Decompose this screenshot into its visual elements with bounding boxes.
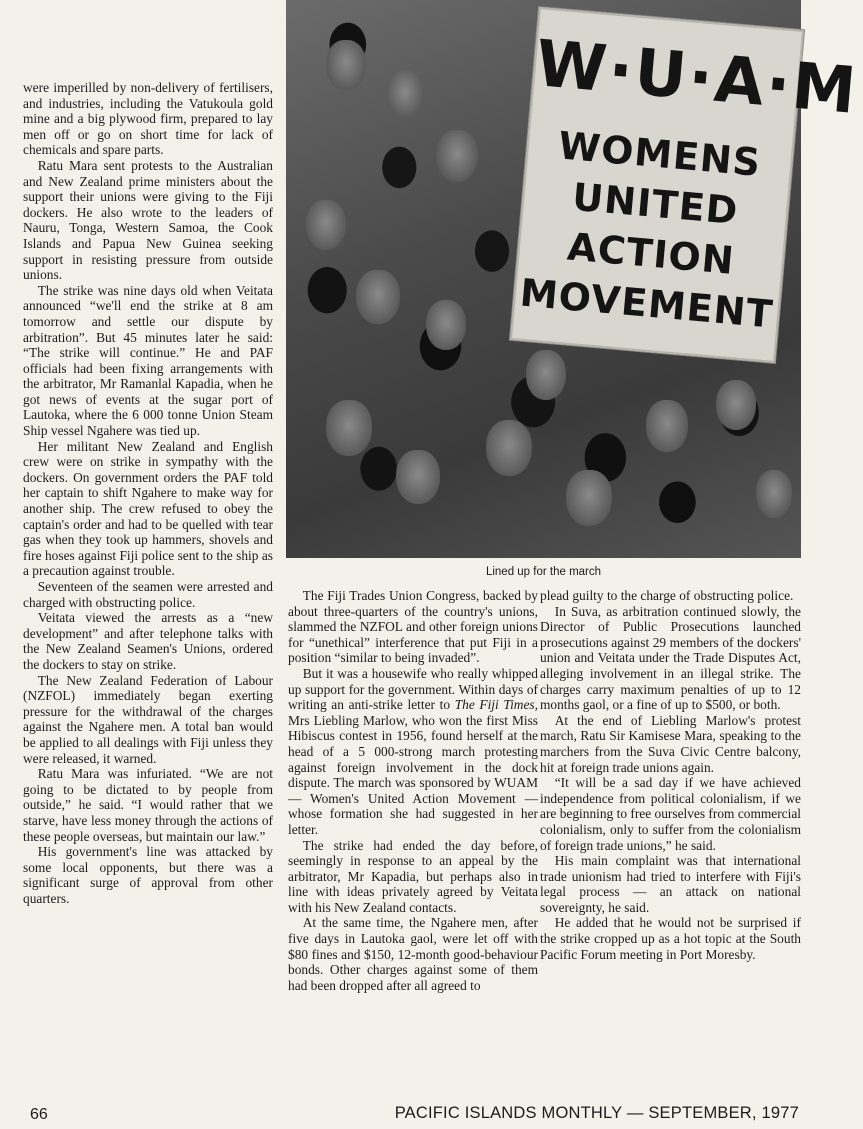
crowd-face (396, 450, 440, 504)
crowd-face (326, 400, 372, 456)
paragraph: In Suva, as arbitration continued slowly, the Director of Public Prosecutions launched prosecutions against 29 members of the dockers' union and Veitata under the Trade Disputes Act, alleging involvement in an illegal strike. The charges carry maximum penalties of up to 12 months gaol, or a fine of up to $500, or both. (540, 603, 801, 713)
crowd-face (756, 470, 792, 518)
crowd-face (566, 470, 612, 526)
publication-title: PACIFIC ISLANDS MONTHLY — SEPTEMBER, 1977 (394, 1104, 799, 1122)
paragraph: His main complaint was that international trade unionism had tried to interfere with Fiji's legal process — an attack on national sovereignty, he said. (540, 853, 801, 915)
crowd-face (356, 270, 400, 324)
paragraph: Ratu Mara sent protests to the Australian and New Zealand prime ministers about the support their unions were giving to the Fiji dockers. He also wrote to the leaders of Nauru, Tonga, Western Samoa, the Cook Islands and Papua New Guinea seeking support in resisting pressure from outside unions. (23, 157, 273, 283)
article-column-2 (288, 588, 538, 993)
crowd-face (716, 380, 756, 430)
paragraph: At the same time, the Ngahere men, after five days in Lautoka gaol, were let off with $80 fines and $150, 12-month good-behaviour bonds. Other charges against some of them had been dropped after all agreed to (288, 915, 538, 993)
crowd-face (436, 130, 478, 182)
paragraph: were imperilled by non-delivery of fertilisers, and industries, including the Vatukoula gold mine and a big plywood firm, prepared to lay men off or go on short time for lack of chemicals and spare parts. (23, 80, 273, 158)
wuam-banner (510, 7, 861, 363)
crowd-face (526, 350, 566, 400)
crowd-face (306, 200, 346, 250)
paragraph: Her militant New Zealand and English crew were on strike in sympathy with the dockers. On government orders the PAF told her captain to shift Ngahere to make way for another ship. The crew refused to obey the captain's order and had to be quelled with tear gas when they took up hammers, shovels and fire hoses against Fiji police sent to the ship as a precaution against trouble. (23, 438, 273, 579)
banner-line: MOVEMENT (518, 270, 776, 337)
paragraph: Ratu Mara was infuriated. “We are not going to be dictated to by people from outside,” he said. “I would rather that we starve, have less money through the actions of these people overseas, but maintain our law.” (23, 766, 273, 844)
banner-line: W·U·A·M (532, 27, 861, 129)
paragraph: Seventeen of the seamen were arrested and charged with obstructing police. (23, 579, 273, 610)
paragraph: Veitata viewed the arrests as a “new development” and after telephone talks with the New Zealand Seamen's Unions, ordered the dockers to stay on strike. (23, 610, 273, 672)
paragraph: “It will be a sad day if we have achieved independence from political colonialism, if we are beginning to free ourselves from commercial colonialism, only to suffer from the colonialism of foreign trade unions,” he said. (540, 775, 802, 853)
banner-line: ACTION (565, 224, 737, 283)
paragraph-text: But it was a housewife who really whipped up support for the government. Within days of writing an anti-strike letter to (288, 665, 538, 713)
page-footer (0, 1106, 801, 1129)
paragraph: The New Zealand Federation of Labour (NZFOL) immediately began exerting pressure for the withdrawal of the charges against the Ngahere men. A total ban would be applied to all dealings with Fiji unless they were released, it warned. (23, 672, 273, 766)
paragraph-text: Mrs Liebling Marlow, who won the first Miss Hibiscus contest in 1956, found herself at the head of a 5 000-strong march protesting against foreign involvement in the dock dispute. The march was sponsored by WUAM — Women's United Action Movement — whose formation she had suggested in her letter. (288, 712, 538, 837)
crowd-face (386, 70, 424, 118)
paragraph: The strike had ended the day before, seemingly in response to an appeal by the arbitrator, Mr Kapadia, but perhaps also in line with ideas privately agreed by Veitata with his New Zealand contacts. (288, 837, 538, 915)
paragraph: His government's line was attacked by some local opponents, but there was a significant surge of approval from other quarters. (23, 844, 273, 906)
paragraph: The Fiji Trades Union Congress, backed by about three-quarters of the country's unions, slammed the NZFOL and other foreign unions for “unethical” interference that put Fiji in a position “similar to being invaded”. (288, 588, 538, 666)
article-column-3 (540, 588, 801, 962)
article-column-1 (23, 80, 273, 906)
banner-line: WOMENS (556, 123, 763, 185)
banner-line: UNITED (570, 174, 741, 234)
crowd-face (426, 300, 466, 350)
paragraph: At the end of Liebling Marlow's protest march, Ratu Sir Kamisese Mara, speaking to the marchers from the Suva Civic Centre balcony, hit at foreign trade unions again. (540, 712, 801, 775)
crowd-face (326, 40, 366, 90)
newspaper-title: The Fiji Times, (454, 697, 538, 713)
paragraph: The strike was nine days old when Veitata announced “we'll end the strike at 8 am tomorrow and settle our dispute by arbitration”. But 45 minutes later he said: “The strike will continue.” He and PAF officials had been fixing arrangements with the arbitrator, Mr Ramanlal Kapadia, when he got news of events at the sugar port of Lautoka, where the 6 000 tonne Union Steam Ship vessel Ngahere was tied up. (23, 282, 273, 439)
crowd-face (486, 420, 532, 476)
page-number: 66 (30, 1106, 48, 1123)
march-photo (286, 0, 861, 558)
paragraph (288, 666, 538, 838)
paragraph: He added that he would not be surprised if the strike cropped up as a hot topic at the South Pacific Forum meeting in Port Moresby. (540, 915, 801, 962)
crowd-face (646, 400, 688, 452)
paragraph: plead guilty to the charge of obstructing police. (540, 588, 794, 603)
photo-caption: Lined up for the march (485, 566, 602, 578)
